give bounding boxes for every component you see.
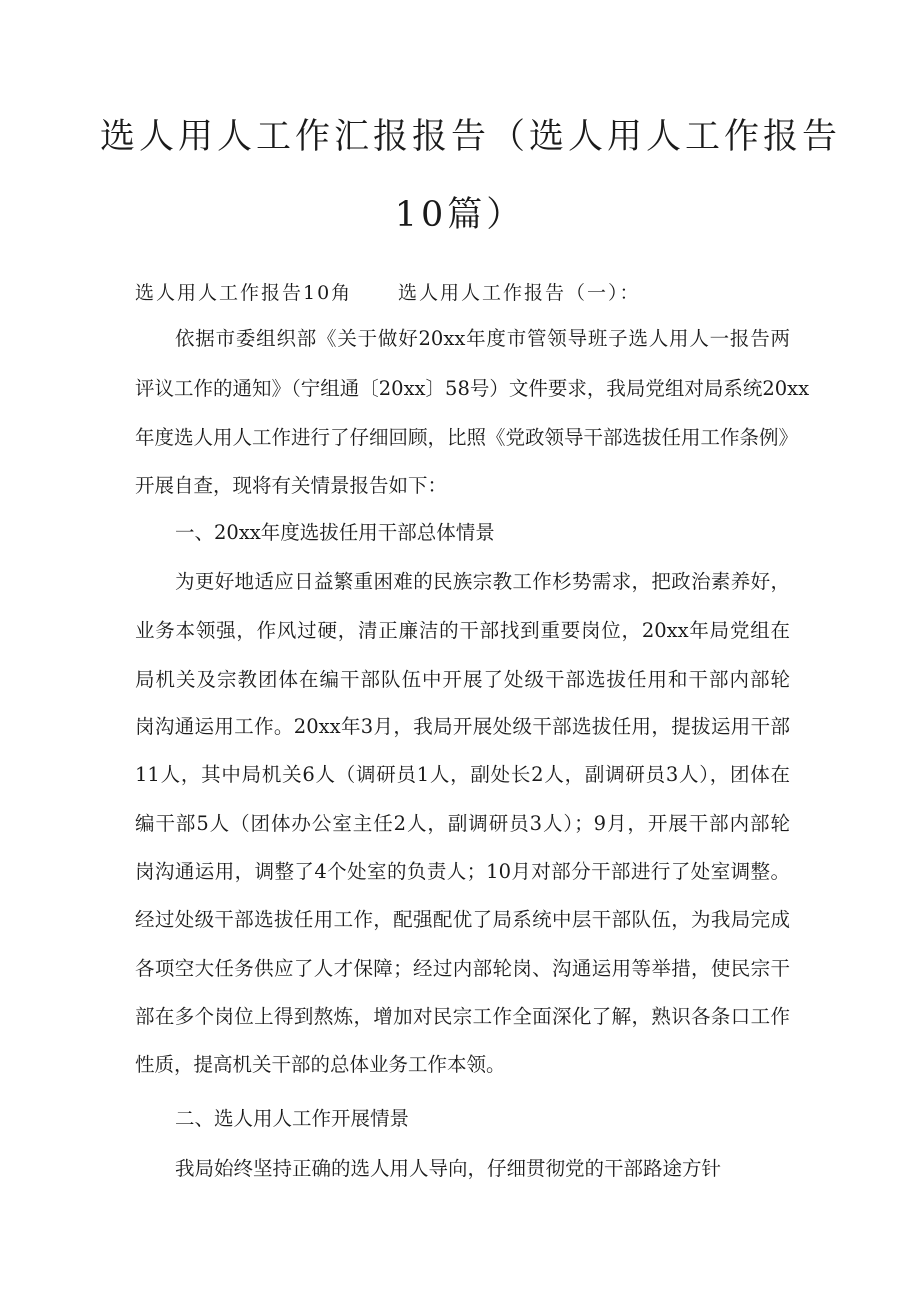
paragraph-2-line-3: 局机关及宗教团体在编干部队伍中开展了处级干部选拔任用和干部内部轮 — [135, 668, 790, 691]
paragraph-2-line-8: 经过处级干部选拔任用工作，配强配优了局系统中层干部队伍，为我局完成 — [135, 908, 790, 931]
paragraph-1-line-1: 依据市委组织部《关于做好20xx年度市管领导班子选人用人一报告两 — [175, 327, 790, 350]
paragraph-2-line-7: 岗沟通运用，调整了4个处室的负责人；10月对部分干部进行了处室调整。 — [135, 860, 790, 883]
paragraph-2-line-10: 部在多个岗位上得到熬炼，增加对民宗工作全面深化了解，熟识各条口工作 — [135, 1005, 790, 1028]
paragraph-3-line-1: 我局始终坚持正确的选人用人导向，仔细贯彻党的干部路途方针 — [175, 1157, 722, 1180]
paragraph-2-line-9: 各项空大任务供应了人才保障；经过内部轮岗、沟通运用等举措，使民宗干 — [135, 957, 790, 980]
paragraph-2-line-6: 编干部5人（团体办公室主任2人，副调研员3人）；9月，开展干部内部轮 — [135, 812, 790, 835]
paragraph-1-line-3: 年度选人用人工作进行了仔细回顾，比照《党政领导干部选拔任用工作条例》 — [135, 426, 799, 449]
subheading-right: 选人用人工作报告（一）： — [398, 282, 641, 304]
paragraph-1-line-4: 开展自查，现将有关情景报告如下： — [135, 474, 448, 497]
paragraph-2-line-2: 业务本领强，作风过硬，清正廉洁的干部找到重要岗位，20xx年局党组在 — [135, 619, 790, 642]
paragraph-2-line-11: 性质，提高机关干部的总体业务工作本领。 — [135, 1053, 506, 1076]
document-title-line-1: 选人用人工作汇报报告（选人用人工作报告 — [100, 117, 842, 157]
paragraph-2-line-5: 11人，其中局机关6人（调研员1人，副处长2人，副调研员3人），团体在 — [135, 763, 790, 786]
section-heading-1: 一、20xx年度选拔任用干部总体情景 — [175, 521, 495, 544]
paragraph-2-line-4: 岗沟通运用工作。20xx年3月，我局开展处级干部选拔任用，提拔运用干部 — [135, 715, 790, 738]
paragraph-1-line-2: 评议工作的通知》（宁组通〔20xx〕58号）文件要求，我局党组对局系统20xx — [135, 377, 810, 400]
paragraph-2-line-1: 为更好地适应日益繁重困难的民族宗教工作杉势需求，把政治素养好， — [175, 570, 790, 593]
subheading-left: 选人用人工作报告10角 — [135, 282, 353, 304]
document-title-line-2: 10篇） — [394, 195, 526, 235]
section-heading-2: 二、选人用人工作开展情景 — [175, 1107, 410, 1130]
